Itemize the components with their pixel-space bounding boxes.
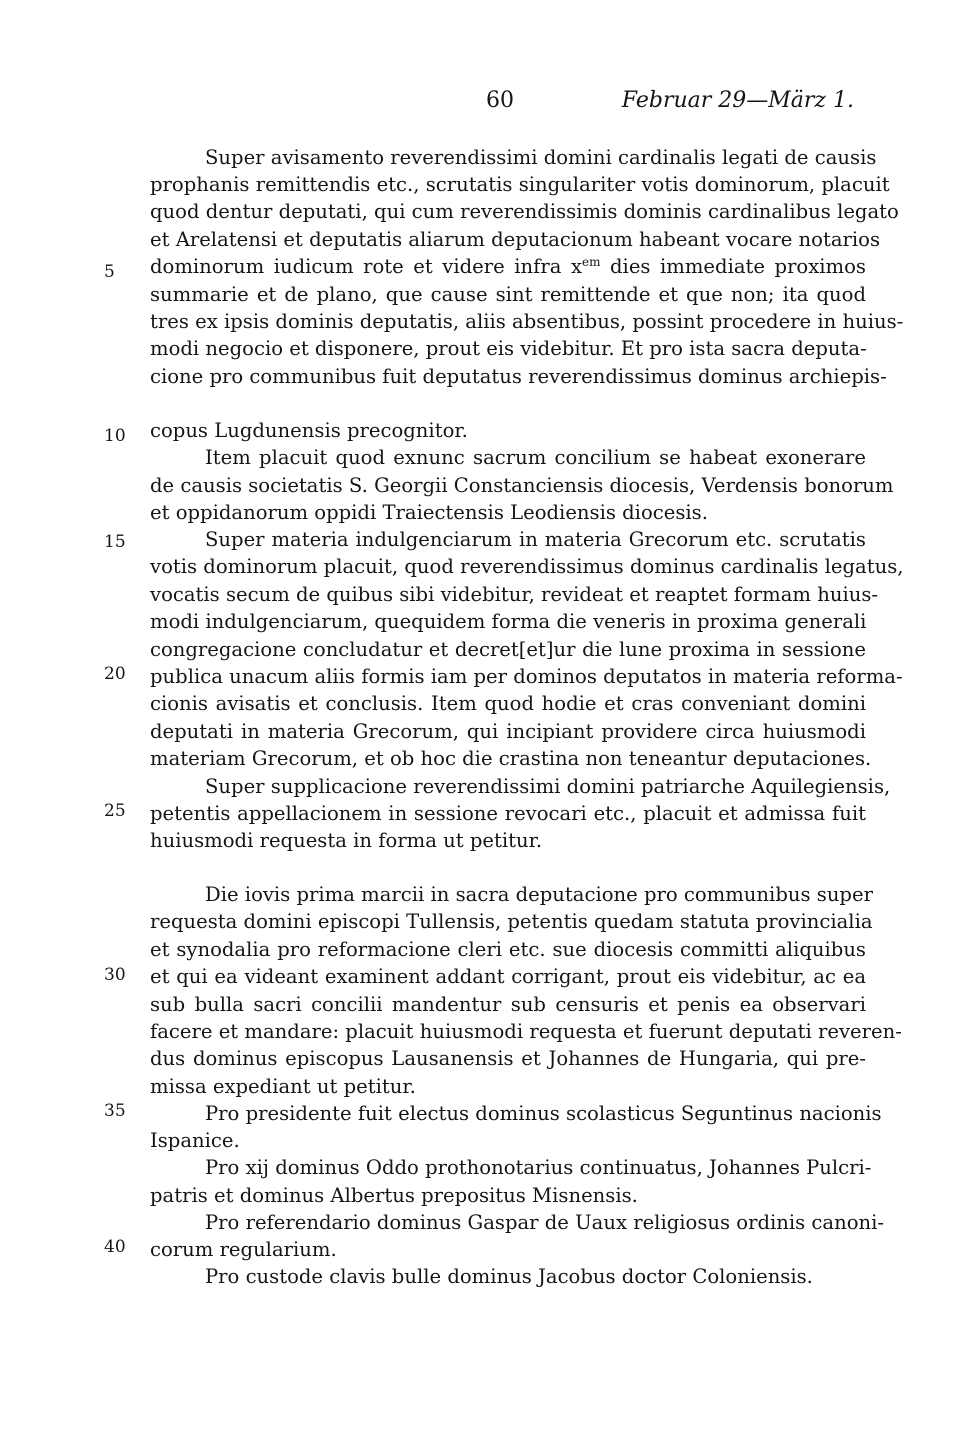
text-line: vocatis secum de quibus sibi videbitur, revideat et reaptet formam huius- <box>150 583 879 606</box>
text-line: Pro referendario dominus Gaspar de Uaux religiosus ordinis canoni- <box>205 1211 884 1234</box>
page-number: 60 <box>486 88 514 113</box>
line-number: 30 <box>104 965 126 985</box>
page-header <box>0 88 960 122</box>
text-line: publica unacum aliis formis iam per dominos deputatos in materia reforma- <box>150 665 903 688</box>
text-line: copus Lugdunensis precognitor. <box>150 419 468 442</box>
text-line: Pro presidente fuit electus dominus scolasticus Seguntinus nacionis <box>205 1102 882 1125</box>
text-line: Super avisamento reverendissimi domini cardinalis legati de causis <box>205 146 877 169</box>
text-line: corum regularium. <box>150 1238 337 1261</box>
text-line: sub bulla sacri concilii mandentur sub censuris et penis ea observari <box>150 993 866 1016</box>
text-line: congregacione concludatur et decret[et]ur die lune proxima in sessione <box>150 638 866 661</box>
text-line: materiam Grecorum, et ob hoc die crastina non teneantur deputaciones. <box>150 747 872 770</box>
text-line: missa expediant ut petitur. <box>150 1075 416 1098</box>
text-line: et synodalia pro reformacione cleri etc. sue diocesis committi aliquibus <box>150 938 866 961</box>
text-line: Pro custode clavis bulle dominus Jacobus doctor Coloniensis. <box>205 1265 813 1288</box>
line-number: 40 <box>104 1237 126 1257</box>
text-line: cione pro communibus fuit deputatus reverendissimus dominus archiepis- <box>150 365 887 388</box>
text-line: dus dominus episcopus Lausanensis et Johannes de Hungaria, qui pre- <box>150 1047 866 1070</box>
text-line: facere et mandare: placuit huiusmodi requesta et fuerunt deputati reveren- <box>150 1020 902 1043</box>
text-line: Die iovis prima marcii in sacra deputacione pro communibus super <box>205 883 873 906</box>
line-number: 20 <box>104 664 126 684</box>
text-line: petentis appellacionem in sessione revocari etc., placuit et admissa fuit <box>150 802 866 825</box>
text-line: tres ex ipsis dominis deputatis, aliis absentibus, possint procedere in huius- <box>150 310 904 333</box>
line-number: 35 <box>104 1101 126 1121</box>
text-segment: dominorum iudicum rote et videre infra x <box>150 255 582 278</box>
text-line: quod dentur deputati, qui cum reverendissimis dominis cardinalibus legato <box>150 200 899 223</box>
line-number: 10 <box>104 426 126 446</box>
text-line: Pro xij dominus Oddo prothonotarius continuatus, Johannes Pulcri- <box>205 1156 872 1179</box>
text-line: requesta domini episcopi Tullensis, petentis quedam statuta provincialia <box>150 910 873 933</box>
superscript: em <box>582 255 601 269</box>
text-line: et qui ea videant examinent addant corrigant, prout eis videbitur, ac ea <box>150 965 866 988</box>
text-line: Super materia indulgenciarum in materia Grecorum etc. scrutatis <box>205 528 866 551</box>
text-line: cionis avisatis et conclusis. Item quod hodie et cras conveniant domini <box>150 692 866 715</box>
running-title: Februar 29—März 1. <box>621 88 854 113</box>
text-line: huiusmodi requesta in forma ut petitur. <box>150 829 543 852</box>
text-line: votis dominorum placuit, quod reverendissimus dominus cardinalis legatus, <box>150 555 904 578</box>
text-line: et Arelatensi et deputatis aliarum deputacionum habeant vocare notarios <box>150 228 881 251</box>
text-line <box>150 253 866 281</box>
line-number: 5 <box>104 262 115 282</box>
text-line: Item placuit quod exnunc sacrum concilium se habeat exonerare <box>205 446 866 469</box>
text-line: patris et dominus Albertus prepositus Misnensis. <box>150 1184 638 1207</box>
text-segment: dies immediate proximos <box>600 255 866 278</box>
text-line: Super supplicacione reverendissimi domini patriarche Aquilegiensis, <box>205 775 891 798</box>
text-line: summarie et de plano, que cause sint remittende et que non; ita quod <box>150 283 866 306</box>
line-number: 15 <box>104 532 126 552</box>
line-number: 25 <box>104 801 126 821</box>
text-line: modi negocio et disponere, prout eis videbitur. Et pro ista sacra deputa- <box>150 337 867 360</box>
text-line: deputati in materia Grecorum, qui incipiant providere circa huiusmodi <box>150 720 866 743</box>
text-line: Ispanice. <box>150 1129 240 1152</box>
text-line: et oppidanorum oppidi Traiectensis Leodiensis diocesis. <box>150 501 708 524</box>
text-line: de causis societatis S. Georgii Constanciensis diocesis, Verdensis bonorum <box>150 474 894 497</box>
text-line: prophanis remittendis etc., scrutatis singulariter votis dominorum, placuit <box>150 173 890 196</box>
text-line: modi indulgenciarum, quequidem forma die veneris in proxima generali <box>150 610 867 633</box>
